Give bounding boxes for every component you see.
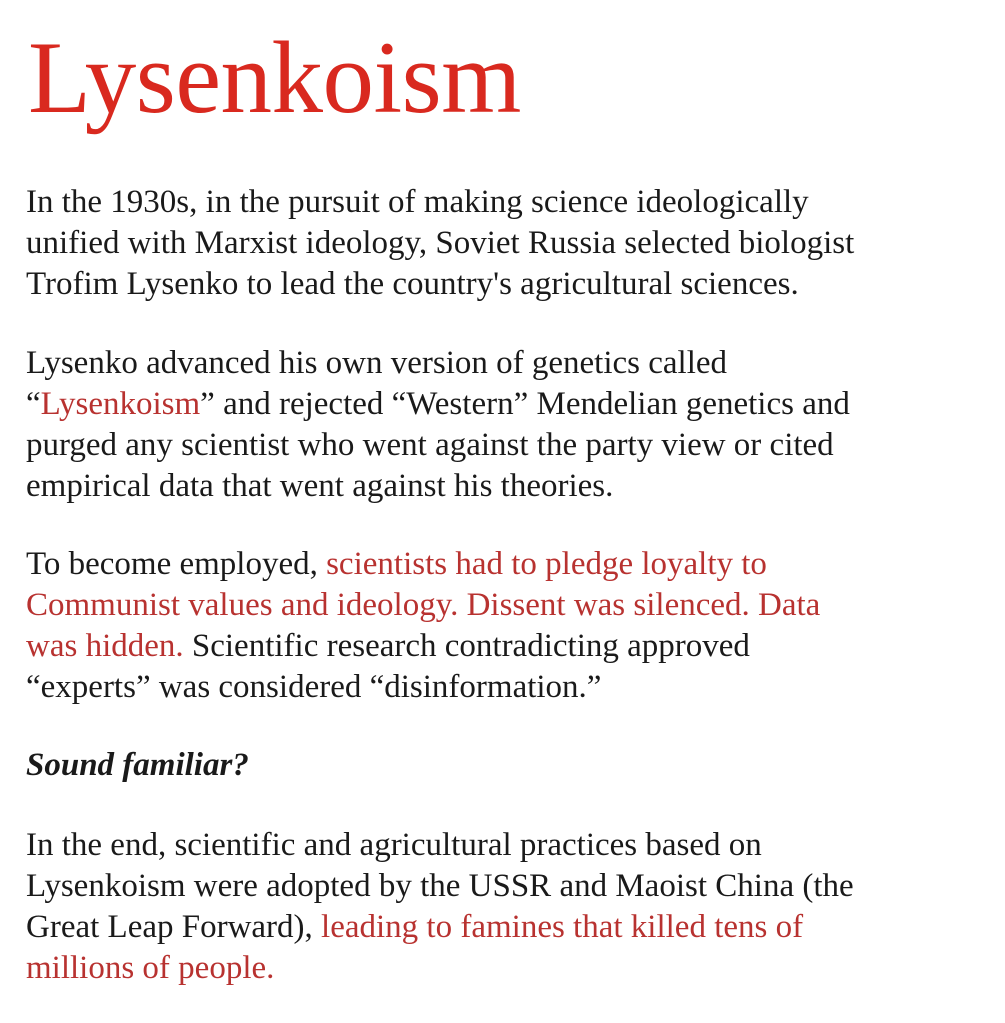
paragraph-text: ” and rejected “Western” Mendelian genetics and [200,386,850,422]
paragraph-line: Lysenkoism were adopted by the USSR and Maoist China (the [26,868,854,904]
highlight-lysenkoism: Lysenkoism [40,386,201,422]
paragraph-line [26,384,986,425]
sound-familiar-heading: Sound familiar? [26,747,249,783]
paragraph-line [26,626,986,667]
highlight-text: scientists had to pledge loyalty to [326,546,767,582]
highlight-text: was hidden. [26,628,184,664]
paragraph-text: Great Leap Forward), [26,909,322,945]
paragraph-line: purged any scientist who went against the party view or cited [26,427,834,463]
paragraph-intro [26,182,986,305]
paragraph-line: In the end, scientific and agricultural practices based on [26,827,762,863]
highlight-text: Communist values and ideology. Dissent was silenced. Data [26,587,821,623]
highlight-text: leading to famines that killed tens of [321,909,804,945]
open-quote: “ [26,386,41,422]
paragraph-line [26,907,986,948]
paragraph-line: “experts” was considered “disinformation.” [26,669,602,705]
page-title: Lysenkoism [28,21,521,135]
paragraph-text: Scientific research contradicting approved [183,628,750,664]
paragraph-line: empirical data that went against his theories. [26,468,614,504]
paragraph-text: To become employed, [26,546,327,582]
highlight-text: millions of people. [26,950,275,986]
paragraph-line: Lysenko advanced his own version of genetics called [26,345,728,381]
paragraph-line: Trofim Lysenko to lead the country's agricultural sciences. [26,266,799,302]
paragraph-employment [26,544,986,708]
paragraph-line: In the 1930s, in the pursuit of making science ideologically [26,184,809,220]
paragraph-line: unified with Marxist ideology, Soviet Russia selected biologist [26,225,855,261]
paragraph-conclusion [26,825,986,989]
paragraph-lysenko-genetics [26,343,986,507]
paragraph-line [26,544,986,585]
